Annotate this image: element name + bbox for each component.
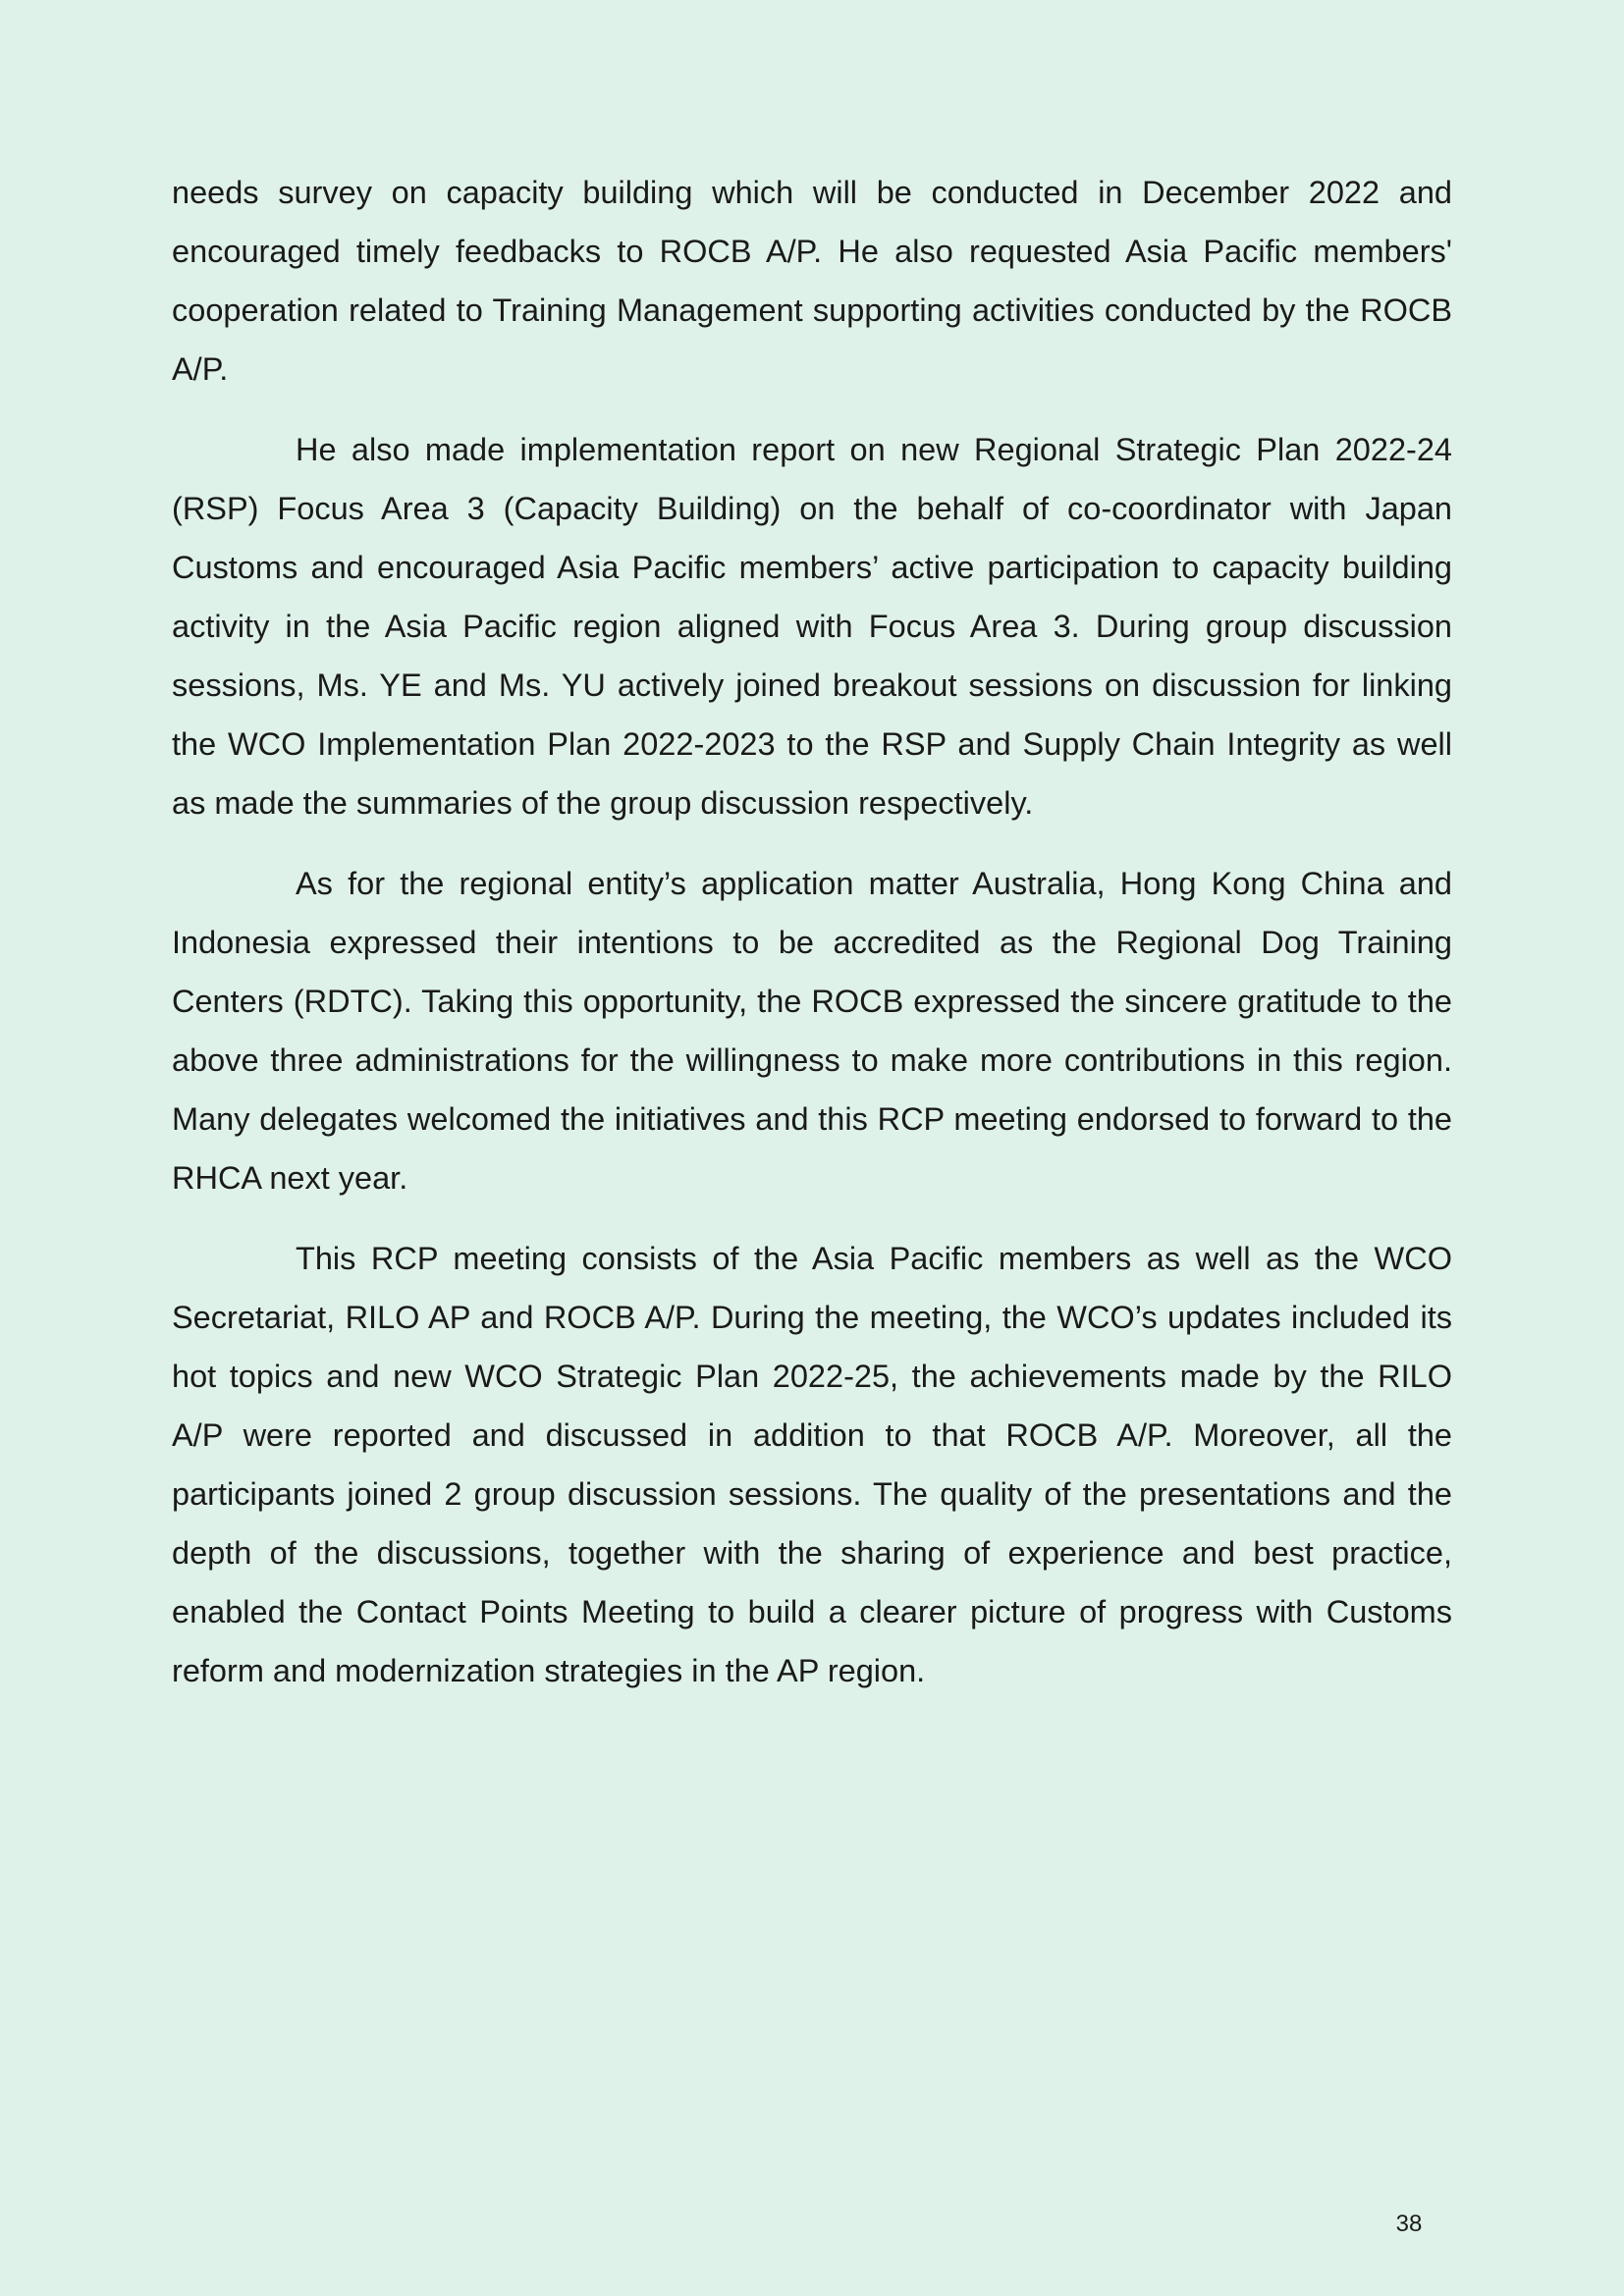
paragraph-regional-entity: As for the regional entity’s application matter Australia, Hong Kong China and Indonesia expressed their intentions to be accredited as the Regional Dog Training Centers (RDTC). Taking this opportunity, the ROCB expressed the sincere gratitude to the above three administrations for the willingness to make more contributions in this region. Many delegates welcomed the initiatives and this RCP meeting endorsed to forward to the RHCA next year. <box>172 866 1452 1196</box>
paragraph-continuation: needs survey on capacity building which will be conducted in December 2022 and encouraged timely feedbacks to ROCB A/P. He also requested Asia Pacific members' cooperation related to Training Management supporting activities conducted by the ROCB A/P. <box>172 175 1452 387</box>
page-number: 38 <box>1395 2211 1423 2237</box>
body-text <box>172 163 1452 1722</box>
paragraph-rsp-report: He also made implementation report on new Regional Strategic Plan 2022-24 (RSP) Focus Area 3 (Capacity Building) on the behalf of co-coordinator with Japan Customs and encouraged Asia Pacific members’ active participation to capacity building activity in the Asia Pacific region aligned with Focus Area 3. During group discussion sessions, Ms. YE and Ms. YU actively joined breakout sessions on discussion for linking the WCO Implementation Plan 2022-2023 to the RSP and Supply Chain Integrity as well as made the summaries of the group discussion respectively. <box>172 432 1452 821</box>
paragraph-rcp-meeting: This RCP meeting consists of the Asia Pacific members as well as the WCO Secretariat, RILO AP and ROCB A/P. During the meeting, the WCO’s updates included its hot topics and new WCO Strategic Plan 2022-25, the achievements made by the RILO A/P were reported and discussed in addition to that ROCB A/P. Moreover, all the participants joined 2 group discussion sessions. The quality of the presentations and the depth of the discussions, together with the sharing of experience and best practice, enabled the Contact Points Meeting to build a clearer picture of progress with Customs reform and modernization strategies in the AP region. <box>172 1241 1452 1688</box>
